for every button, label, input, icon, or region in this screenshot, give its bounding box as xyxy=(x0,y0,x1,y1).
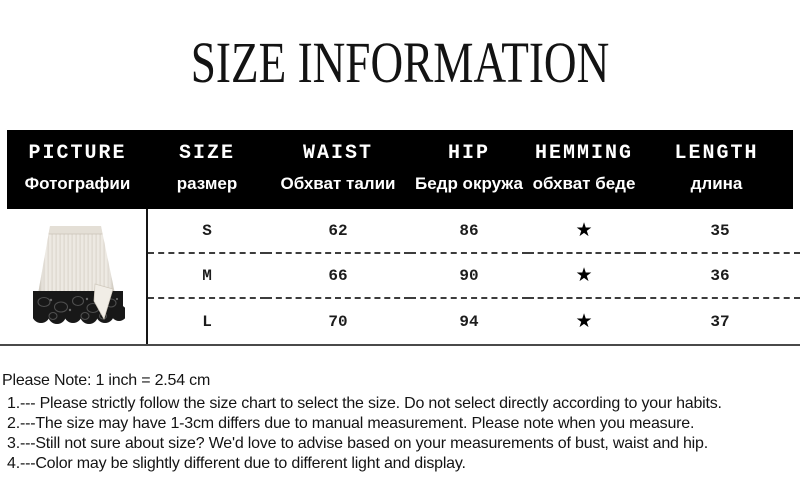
length-value-s: 35 xyxy=(640,209,800,254)
hip-value-l: 94 xyxy=(459,312,479,331)
hip-value-s: 86 xyxy=(410,209,528,254)
note-item-1: 1.--- Please strictly follow the size chart to select the size. Do not select directly according to your habits. xyxy=(7,395,722,412)
picture-cell xyxy=(0,209,148,344)
length-value-l: 37 xyxy=(710,312,730,331)
note-item-2: 2.---The size may have 1-3cm differs due to manual measurement. Please note when you measure. xyxy=(7,415,695,432)
waist-value-s: 62 xyxy=(266,209,410,254)
waist-value-m: 66 xyxy=(266,254,410,299)
notes-section xyxy=(2,371,798,474)
length-value-m: 36 xyxy=(640,254,800,299)
header-label-length-en: LENGTH xyxy=(674,142,759,165)
header-cell-hip xyxy=(410,130,528,209)
hip-value-m: 90 xyxy=(410,254,528,299)
note-item-4: 4.---Color may be slightly different due to different light and display. xyxy=(7,455,466,472)
header-label-size-ru: размер xyxy=(176,174,238,193)
header-label-waist-en: WAIST xyxy=(302,142,373,165)
waist-value-l: 70 xyxy=(328,312,348,331)
product-image-skirt xyxy=(33,222,125,328)
header-label-size-en: SIZE xyxy=(178,142,235,165)
star-icon: ★ xyxy=(575,264,593,286)
note-item-3: 3.---Still not sure about size? We'd love to advise based on your measurements of bust, waist and hip. xyxy=(7,435,708,452)
header-label-waist-ru: Обхват талии xyxy=(280,174,396,193)
page-title: SIZE INFORMATION xyxy=(190,30,610,95)
size-table-body xyxy=(0,209,800,346)
header-label-hemming-en: HEMMING xyxy=(534,142,633,165)
header-cell-waist xyxy=(266,130,410,209)
header-label-hip-en: HIP xyxy=(447,142,490,165)
header-label-picture-ru: Фотографии xyxy=(24,174,131,193)
size-value-l: L xyxy=(202,312,212,331)
size-value-s: S xyxy=(148,209,266,254)
header-label-picture-en: PICTURE xyxy=(28,142,127,165)
skirt-illustration xyxy=(33,222,125,328)
note-conversion: Please Note: 1 inch = 2.54 cm xyxy=(2,372,211,389)
header-cell-length xyxy=(640,130,793,209)
header-label-hemming-ru: обхват беде xyxy=(532,174,636,193)
header-cell-hemming xyxy=(528,130,640,209)
star-icon: ★ xyxy=(575,219,593,241)
size-value-m: M xyxy=(148,254,266,299)
header-label-hip-ru: Бедр окружа xyxy=(414,174,523,193)
header-label-length-ru: длина xyxy=(690,174,743,193)
size-table-header xyxy=(7,130,793,209)
header-cell-size xyxy=(148,130,266,209)
star-icon: ★ xyxy=(575,310,593,332)
header-cell-picture xyxy=(7,130,148,209)
